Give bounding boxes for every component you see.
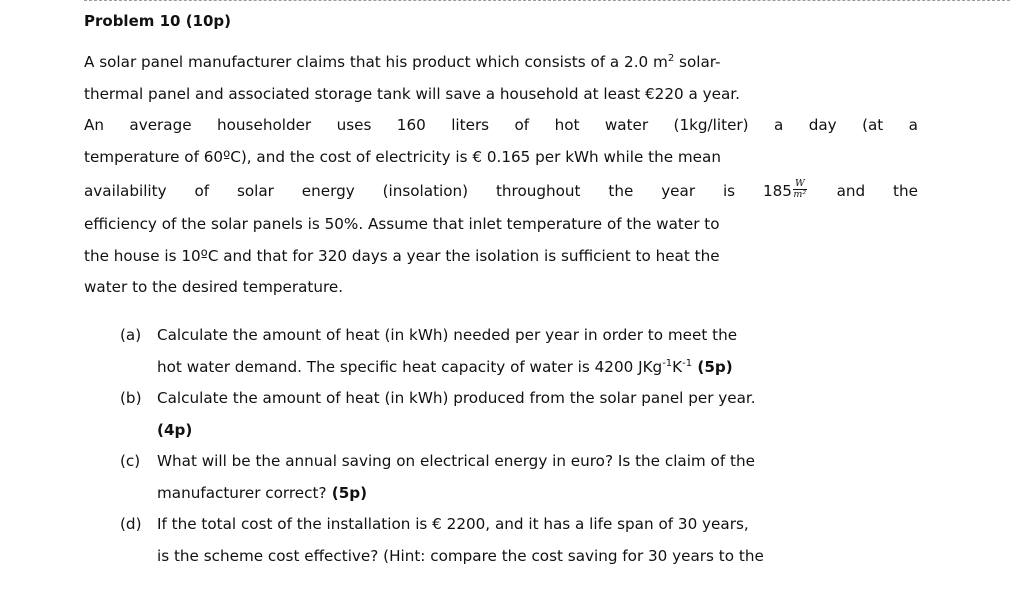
superscript: -1 [662, 357, 673, 369]
word: solar [236, 181, 274, 200]
word: the [608, 181, 634, 200]
question-line [157, 419, 920, 451]
question-label: (b) [120, 389, 142, 407]
question-a [120, 324, 920, 387]
word: day [808, 116, 837, 135]
word: (insolation) [382, 181, 469, 200]
question-line: Calculate the amount of heat (in kWh) needed per year in order to meet the [157, 326, 738, 344]
insolation-value [763, 178, 809, 213]
word: liters [451, 116, 490, 135]
word: 160 [396, 116, 426, 135]
statement-line-5 [84, 178, 918, 213]
question-line: What will be the annual saving on electrical energy in euro? Is the claim of the [157, 452, 755, 470]
question-text [157, 450, 920, 513]
word: of [514, 116, 530, 135]
points-label: (5p) [326, 483, 368, 502]
question-b [120, 387, 920, 450]
question-label: (d) [120, 515, 142, 533]
word: a [908, 116, 918, 135]
problem-title: Problem 10 (10p) [84, 12, 232, 30]
question-text [157, 324, 920, 387]
question-text-span: K [672, 357, 683, 376]
word: (1kg/liter) [673, 116, 749, 135]
statement-line-7: the house is 10ºC and that for 320 days a year the isolation is sufficient to heat the [84, 246, 720, 265]
question-d [120, 513, 920, 576]
word: the [893, 181, 918, 200]
statement-line-6: efficiency of the solar panels is 50%. Assume that inlet temperature of the water to [84, 214, 720, 233]
question-text [157, 387, 920, 450]
word: a [774, 116, 784, 135]
superscript: 2 [667, 53, 675, 64]
word: availability [84, 181, 167, 200]
statement-line-2: thermal panel and associated storage tank will save a household at least €220 a year. [84, 84, 740, 103]
word: householder [217, 116, 312, 135]
fraction-numerator: W [794, 177, 805, 189]
word: (at [862, 116, 884, 135]
question-line [157, 356, 920, 388]
word: An [84, 116, 105, 135]
question-text-span: manufacturer correct? [157, 483, 327, 502]
word: and [836, 181, 866, 200]
unit-fraction [793, 179, 807, 200]
points-label: (5p) [692, 357, 733, 376]
question-c [120, 450, 920, 513]
question-text [157, 513, 920, 576]
question-text-span: hot water demand. The specific heat capacity of water is 4200 JKg [157, 357, 663, 376]
question-label: (c) [120, 452, 141, 470]
statement-line-8: water to the desired temperature. [84, 278, 344, 297]
statement-line-3 [84, 114, 918, 146]
fraction-denominator: m² [793, 188, 807, 200]
word: average [129, 116, 192, 135]
statement-text: solar- [674, 53, 721, 71]
statement-line-1 [84, 51, 918, 83]
points-label: (4p) [157, 420, 193, 439]
word: is [722, 181, 736, 200]
superscript: -1 [682, 357, 693, 369]
word: of [194, 181, 210, 200]
question-line: is the scheme cost effective? (Hint: compare the cost saving for 30 years to the [157, 546, 764, 565]
question-line [157, 482, 920, 514]
problem-statement [84, 51, 918, 308]
sub-questions [120, 324, 920, 576]
word: uses [336, 116, 372, 135]
word: year [661, 181, 696, 200]
word: throughout [495, 181, 581, 200]
number: 185 [762, 181, 792, 200]
word: hot [554, 116, 580, 135]
statement-text: A solar panel manufacturer claims that his product which consists of a 2.0 m [84, 53, 668, 71]
statement-line-4: temperature of 60ºC), and the cost of electricity is € 0.165 per kWh while the mean [84, 148, 721, 167]
top-divider [84, 0, 1010, 1]
question-line: If the total cost of the installation is € 2200, and it has a life span of 30 years, [157, 515, 749, 533]
word: energy [301, 181, 355, 200]
question-label: (a) [120, 326, 142, 344]
question-line: Calculate the amount of heat (in kWh) produced from the solar panel per year. [157, 389, 756, 407]
word: water [604, 116, 649, 135]
